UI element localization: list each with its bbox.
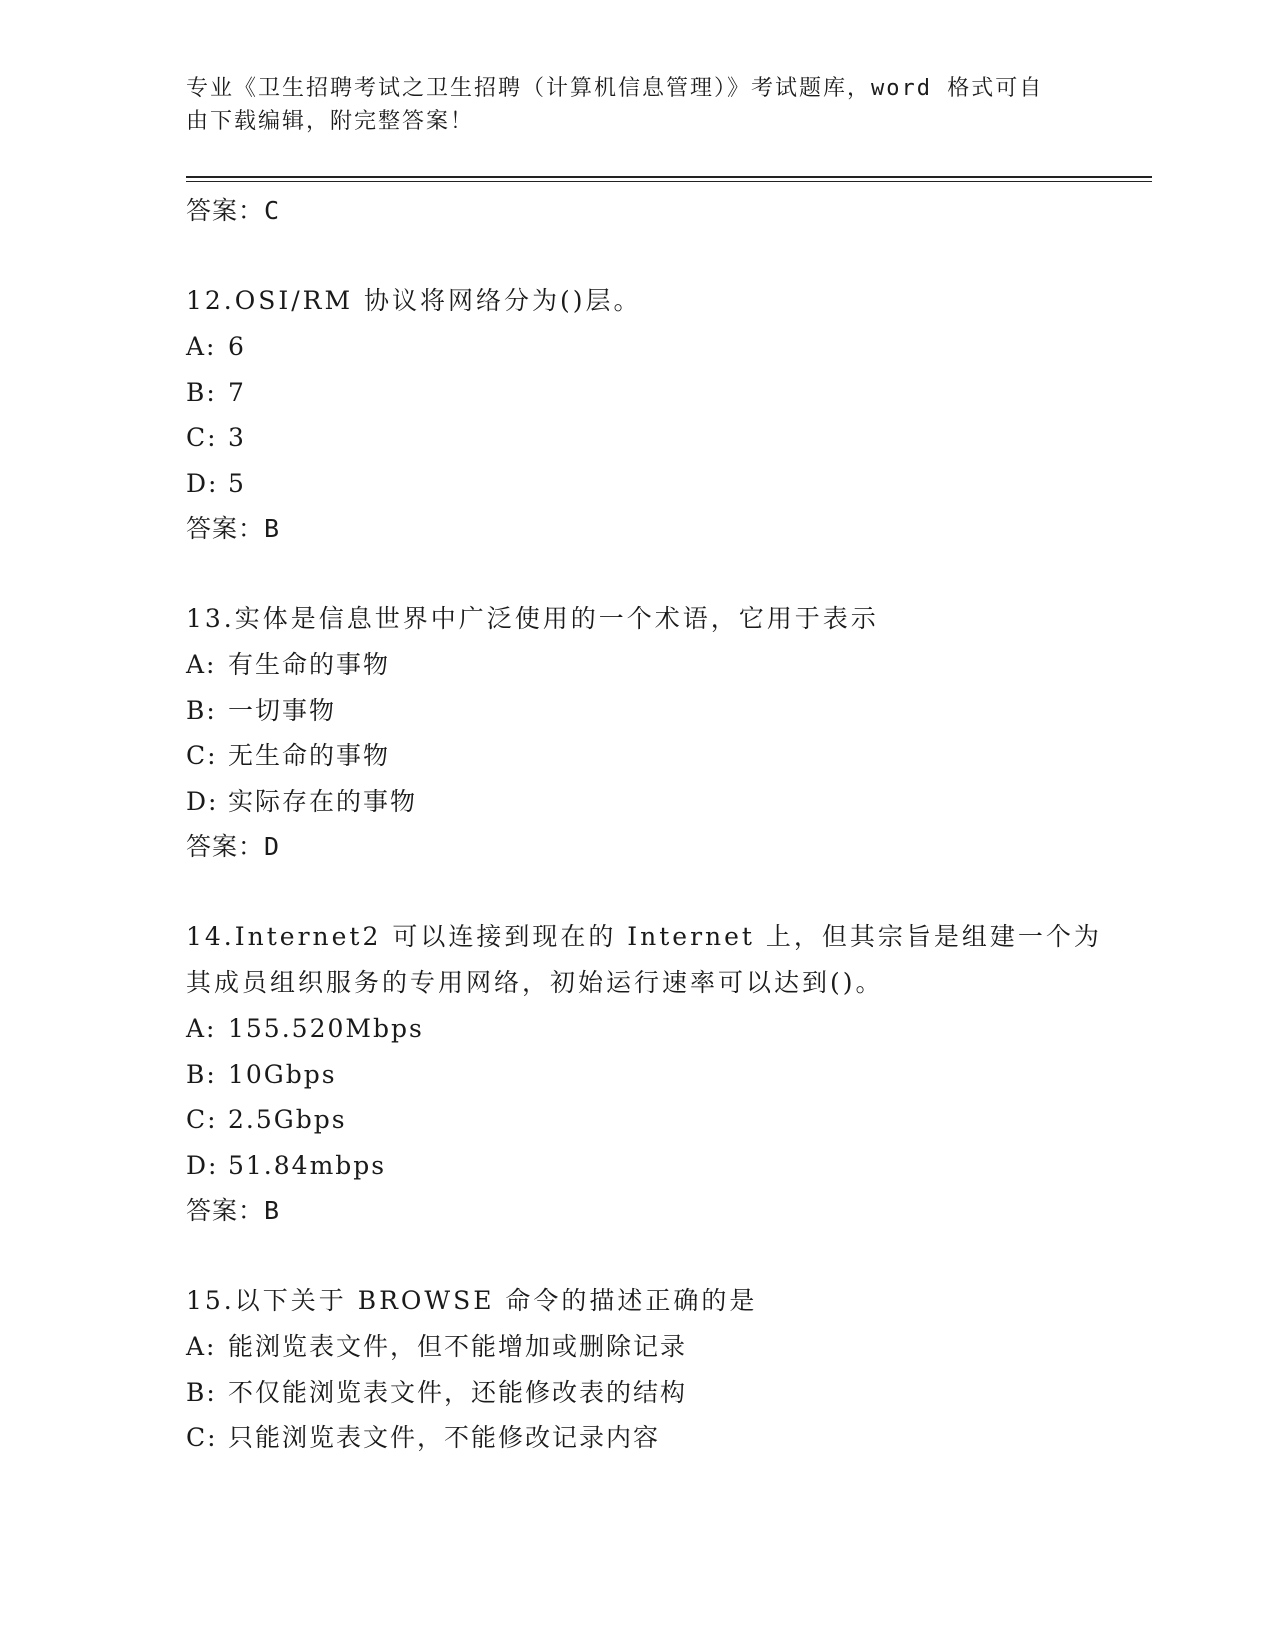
option-text: 无生命的事物 <box>228 741 391 770</box>
option-letter: A: <box>186 1014 217 1043</box>
option-text: 10Gbps <box>228 1059 337 1089</box>
option-letter: B: <box>186 695 217 725</box>
option-d <box>186 779 1126 825</box>
option-letter: C: <box>186 1105 218 1134</box>
option-d <box>186 461 1126 507</box>
option-b <box>186 1370 1126 1416</box>
answer-line <box>186 824 1126 870</box>
question-block <box>186 278 1126 552</box>
answer-value: C <box>264 196 281 225</box>
option-text: 有生命的事物 <box>228 650 391 679</box>
option-letter: C: <box>186 741 218 770</box>
option-letter: B: <box>186 1059 217 1089</box>
answer-value: B <box>264 514 281 543</box>
option-text: 6 <box>228 332 246 361</box>
option-text: 155.520Mbps <box>228 1014 424 1043</box>
option-text: 7 <box>228 377 246 407</box>
option-b <box>186 688 1126 734</box>
option-text: 51.84mbps <box>228 1150 387 1180</box>
document-header: 专业《卫生招聘考试之卫生招聘（计算机信息管理）》考试题库，word 格式可自由下载编辑，附完整答案！ <box>186 76 1044 134</box>
answer-label: 答案： <box>186 832 265 861</box>
option-letter: A: <box>186 1332 217 1361</box>
option-a <box>186 642 1126 688</box>
answer-value: D <box>264 832 281 861</box>
answer-label: 答案： <box>186 196 265 225</box>
answer-label: 答案： <box>186 1196 265 1225</box>
option-text: 实际存在的事物 <box>228 786 418 816</box>
option-letter: B: <box>186 1377 217 1407</box>
option-letter: D: <box>186 786 219 816</box>
option-c <box>186 1415 1126 1461</box>
question-block <box>186 914 1126 1234</box>
option-letter: A: <box>186 332 217 361</box>
option-letter: A: <box>186 650 217 679</box>
header-divider-thin <box>186 181 1152 182</box>
option-text: 一切事物 <box>228 695 337 725</box>
option-letter: C: <box>186 1423 218 1452</box>
option-letter: C: <box>186 423 218 452</box>
option-a <box>186 1006 1126 1052</box>
question-block <box>186 1278 1126 1461</box>
option-text: 2.5Gbps <box>228 1105 347 1134</box>
option-a <box>186 1324 1126 1370</box>
option-text: 5 <box>228 468 246 498</box>
answer-line <box>186 1188 1126 1234</box>
question-list <box>186 188 1126 1461</box>
option-letter: D: <box>186 1150 219 1180</box>
question-text: 14.Internet2 可以连接到现在的 Internet 上，但其宗旨是组建一个为其成员组织服务的专用网络，初始运行速率可以达到()。 <box>186 922 1102 997</box>
option-d <box>186 1143 1126 1189</box>
option-c <box>186 415 1126 461</box>
question-text: 15.以下关于 BROWSE 命令的描述正确的是 <box>186 1286 758 1315</box>
answer-value: B <box>264 1196 281 1225</box>
option-b <box>186 1052 1126 1098</box>
option-c <box>186 1097 1126 1143</box>
header-divider-thick <box>186 176 1152 178</box>
answer-label: 答案： <box>186 514 265 543</box>
question-text: 13.实体是信息世界中广泛使用的一个术语，它用于表示 <box>186 604 879 633</box>
question-text: 12.OSI/RM 协议将网络分为()层。 <box>186 286 642 315</box>
option-b <box>186 370 1126 416</box>
option-a <box>186 324 1126 370</box>
option-text: 只能浏览表文件，不能修改记录内容 <box>228 1423 661 1452</box>
option-text: 3 <box>228 423 246 452</box>
option-letter: B: <box>186 377 217 407</box>
option-c <box>186 733 1126 779</box>
option-text: 能浏览表文件，但不能增加或删除记录 <box>228 1332 688 1361</box>
option-letter: D: <box>186 468 219 498</box>
answer-line <box>186 506 1126 552</box>
option-text: 不仅能浏览表文件，还能修改表的结构 <box>228 1377 688 1407</box>
answer-line <box>186 188 1126 234</box>
question-block <box>186 596 1126 870</box>
